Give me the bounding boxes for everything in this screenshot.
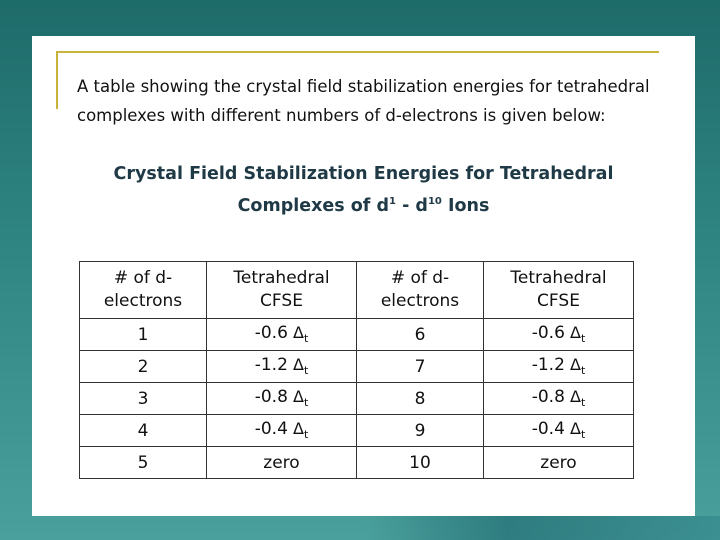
cfse-value-cell: -1.2 $\Delta_t$	[484, 351, 634, 383]
header-electrons-1: # of d- electrons	[80, 262, 207, 319]
title-sup-1: 1	[389, 196, 396, 207]
electron-count-cell: 6	[357, 319, 484, 351]
header-cfse-2: Tetrahedral CFSE	[484, 262, 634, 319]
table-row	[80, 415, 634, 447]
intro-line-2: complexes with different numbers of d-electrons is given below:	[77, 106, 606, 125]
title-line-2	[32, 188, 695, 220]
gold-rule-horizontal	[56, 51, 659, 53]
header-cfse-1: Tetrahedral CFSE	[207, 262, 357, 319]
cfse-value-cell: -0.8 $\Delta_t$	[207, 383, 357, 415]
electron-count-cell: 7	[357, 351, 484, 383]
cfse-value-cell: -0.6 $\Delta_t$	[484, 319, 634, 351]
delta-t-symbol: $\Delta_t$	[569, 355, 586, 378]
delta-t-symbol: $\Delta_t$	[569, 323, 586, 346]
delta-t-symbol: $\Delta_t$	[292, 355, 309, 378]
table-row	[80, 383, 634, 415]
table-row	[80, 447, 634, 479]
delta-t-symbol: $\Delta_t$	[569, 419, 586, 442]
cfse-value-cell: -0.6 $\Delta_t$	[207, 319, 357, 351]
table-row	[80, 319, 634, 351]
electron-count-cell: 5	[80, 447, 207, 479]
gold-rule-vertical	[56, 51, 58, 109]
background-decoration	[365, 516, 720, 540]
electron-count-cell: 4	[80, 415, 207, 447]
electron-count-cell: 1	[80, 319, 207, 351]
slide-panel	[32, 36, 695, 516]
delta-t-symbol: $\Delta_t$	[569, 387, 586, 410]
cfse-value-cell: -0.4 $\Delta_t$	[207, 415, 357, 447]
electron-count-cell: 8	[357, 383, 484, 415]
delta-t-symbol: $\Delta_t$	[292, 387, 309, 410]
cfse-table	[79, 261, 634, 479]
cfse-value-cell: -0.4 $\Delta_t$	[484, 415, 634, 447]
electron-count-cell: 9	[357, 415, 484, 447]
electron-count-cell: 10	[357, 447, 484, 479]
table-row	[80, 351, 634, 383]
header-electrons-2: # of d- electrons	[357, 262, 484, 319]
title-mid: - d	[395, 195, 428, 216]
table-title	[32, 160, 695, 220]
intro-text	[77, 72, 667, 130]
table-header-row	[80, 262, 634, 319]
cfse-value-cell: -1.2 $\Delta_t$	[207, 351, 357, 383]
electron-count-cell: 2	[80, 351, 207, 383]
intro-line-1: A table showing the crystal field stabilization energies for tetrahedral	[77, 77, 650, 96]
delta-t-symbol: $\Delta_t$	[292, 419, 309, 442]
electron-count-cell: 3	[80, 383, 207, 415]
title-prefix: Complexes of d	[237, 195, 390, 216]
cfse-value-cell: zero	[484, 447, 634, 479]
cfse-value-cell: zero	[207, 447, 357, 479]
title-line-1: Crystal Field Stabilization Energies for Tetrahedral	[113, 164, 614, 184]
delta-t-symbol: $\Delta_t$	[292, 323, 309, 346]
title-suffix: Ions	[441, 195, 490, 216]
cfse-value-cell: -0.8 $\Delta_t$	[484, 383, 634, 415]
title-sup-10: 10	[427, 196, 442, 207]
